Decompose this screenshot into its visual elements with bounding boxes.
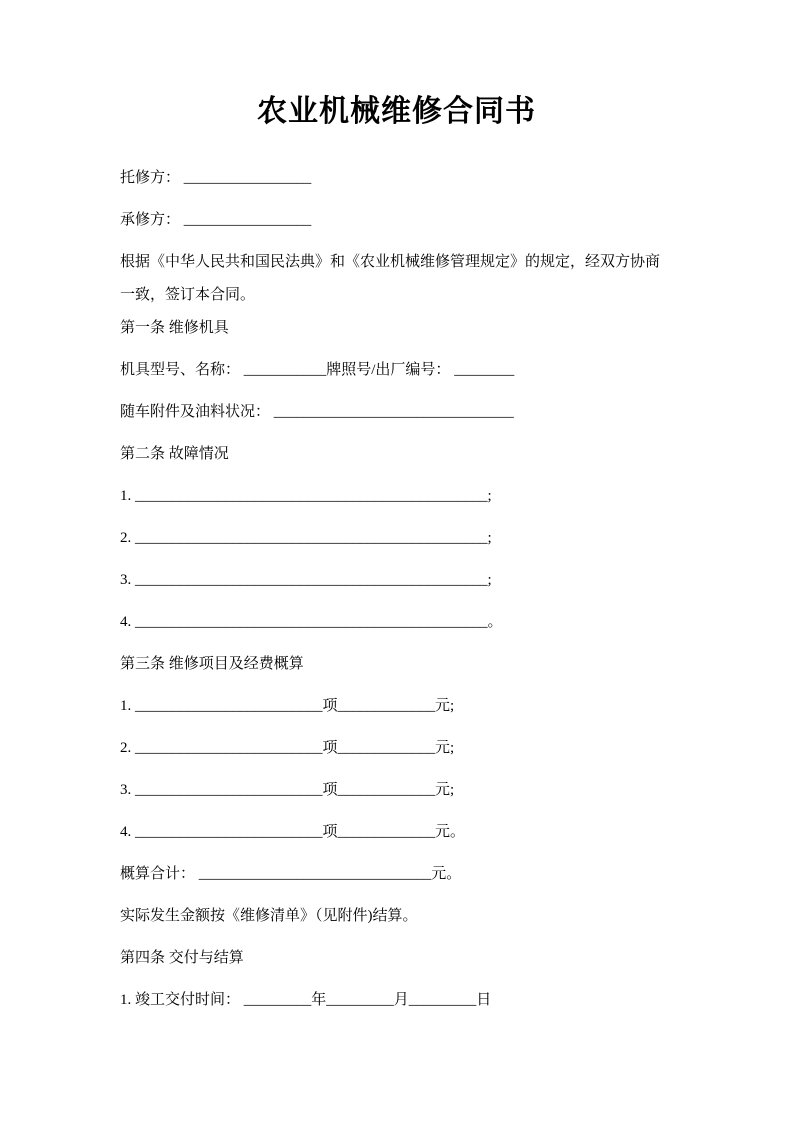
budget-item-2 — [120, 732, 673, 765]
delivery-prefix: 1. 竣工交付时间： — [120, 992, 241, 1008]
total-label: 概算合计： — [120, 866, 196, 882]
total-suffix: 元。 — [431, 866, 462, 882]
machine-model-label: 机具型号、名称： — [120, 362, 241, 378]
item-number: 4. — [120, 824, 132, 840]
fault-item-3 — [120, 564, 673, 597]
month-blank-line: _________ — [326, 992, 394, 1008]
fault-blank-line: _______________________________________________ — [131, 572, 488, 588]
amount-blank-line: _____________ — [337, 698, 436, 714]
item-number: 1. — [120, 488, 132, 504]
item-punct: ; — [450, 782, 455, 798]
xiang-unit-label: 项 — [322, 782, 338, 798]
budget-item-1 — [120, 690, 673, 723]
amount-blank-line: _____________ — [337, 824, 436, 840]
accessories-blank-line: ________________________________ — [270, 404, 514, 420]
machine-model-blank-line: ___________ — [240, 362, 327, 378]
contract-title: 农业机械维修合同书 — [257, 95, 536, 128]
month-label: 月 — [393, 992, 409, 1008]
article3-heading: 第三条 维修项目及经费概算 — [120, 656, 304, 672]
item-number: 1. — [120, 698, 132, 714]
accessories-label: 随车附件及油料状况： — [120, 404, 271, 420]
day-blank-line: _________ — [408, 992, 477, 1008]
xiang-unit-label: 项 — [322, 740, 338, 756]
repairer-label: 承修方： — [120, 212, 181, 228]
plate-number-label: 牌照号/出厂编号： — [326, 362, 451, 378]
item-punct: 。 — [487, 614, 503, 630]
budget-item-3 — [120, 774, 673, 807]
consignor-label: 托修方： — [120, 170, 181, 186]
amount-blank-line: _____________ — [337, 740, 436, 756]
plate-number-blank-line: ________ — [450, 362, 515, 378]
consignor-row — [120, 162, 673, 195]
item-number: 4. — [120, 614, 132, 630]
item-punct: ; — [487, 488, 492, 504]
item-punct: ; — [450, 740, 455, 756]
repairer-blank-line: _________________ — [180, 212, 312, 228]
yuan-unit-label: 元 — [435, 698, 451, 714]
yuan-unit-label: 元 — [435, 824, 451, 840]
item-number: 3. — [120, 572, 132, 588]
machine-info-row — [120, 354, 673, 387]
xiang-unit-label: 项 — [322, 824, 338, 840]
project-blank-line: _________________________ — [131, 740, 323, 756]
project-blank-line: _________________________ — [131, 824, 323, 840]
year-label: 年 — [311, 992, 327, 1008]
delivery-time-row — [120, 984, 673, 1017]
amount-blank-line: _____________ — [337, 782, 436, 798]
consignor-blank-line: _________________ — [180, 170, 312, 186]
fault-item-4 — [120, 606, 673, 639]
estimate-total-row — [120, 858, 673, 891]
repairer-row — [120, 204, 673, 237]
article2-heading: 第二条 故障情况 — [120, 446, 229, 462]
item-punct: ; — [450, 698, 455, 714]
year-blank-line: _________ — [240, 992, 312, 1008]
yuan-unit-label: 元 — [435, 782, 451, 798]
article4-heading: 第四条 交付与结算 — [120, 950, 244, 966]
item-punct: ; — [487, 530, 492, 546]
project-blank-line: _________________________ — [131, 698, 323, 714]
item-number: 2. — [120, 740, 132, 756]
fault-item-2 — [120, 522, 673, 555]
fault-blank-line: _______________________________________________ — [131, 488, 488, 504]
fault-blank-line: _______________________________________________ — [131, 530, 488, 546]
project-blank-line: _________________________ — [131, 782, 323, 798]
settlement-note: 实际发生金额按《维修清单》（见附件)结算。 — [120, 908, 418, 924]
budget-item-4 — [120, 816, 673, 849]
yuan-unit-label: 元 — [435, 740, 451, 756]
article1-heading: 第一条 维修机具 — [120, 320, 229, 336]
day-label: 日 — [476, 992, 492, 1008]
item-number: 2. — [120, 530, 132, 546]
preamble-paragraph: 根据《中华人民共和国民法典》和《农业机械维修管理规定》的规定，经双方协商一致，签订本合同。 — [120, 254, 661, 303]
total-blank-line: _______________________________ — [195, 866, 432, 882]
item-punct: 。 — [450, 824, 466, 840]
fault-blank-line: _______________________________________________ — [131, 614, 488, 630]
xiang-unit-label: 项 — [322, 698, 338, 714]
item-punct: ; — [487, 572, 492, 588]
accessories-row — [120, 396, 673, 429]
item-number: 3. — [120, 782, 132, 798]
fault-item-1 — [120, 480, 673, 513]
